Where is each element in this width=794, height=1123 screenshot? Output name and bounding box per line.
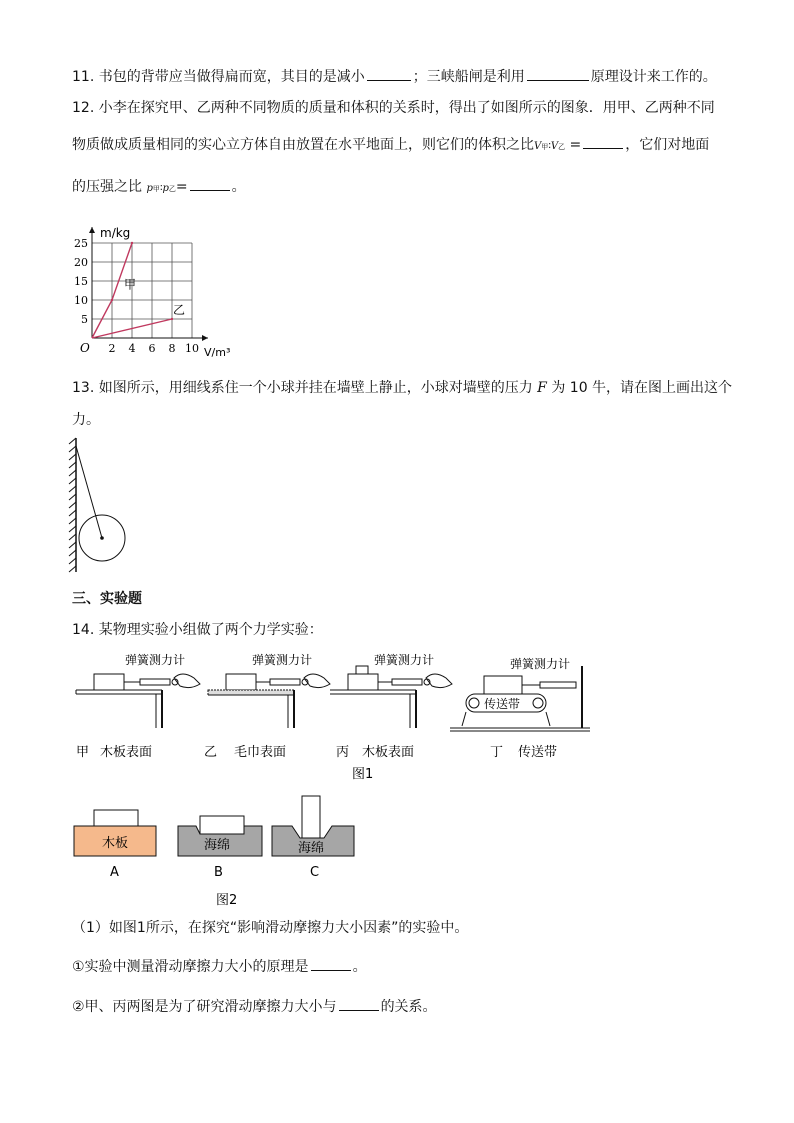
y-axis-label: m/kg: [100, 226, 131, 240]
q12-sub-yi: 乙: [558, 143, 566, 151]
yi-block: [226, 674, 256, 690]
wall-ball-figure[interactable]: [66, 436, 136, 576]
q13-text-1: 如图所示，用细线系住一个小球并挂在墙壁上静止，小球对墙壁的压力: [98, 380, 533, 396]
q14-number: 14.: [72, 622, 95, 638]
q14-sub1: [72, 918, 468, 938]
q12-eq: =: [569, 137, 582, 153]
section-title: 三、实验题: [72, 591, 142, 607]
jia-block: [94, 674, 124, 690]
fig1-bing-bottom-b: 木板表面: [362, 745, 415, 760]
x-tick-label: 4: [128, 342, 136, 355]
q13-line-1: [72, 378, 732, 398]
q11-blank-2[interactable]: [527, 66, 589, 81]
y-tick-label: 10: [74, 294, 88, 307]
q14-sub1-1-end: 。: [352, 959, 367, 975]
fig1-yi-top: 弹簧测力计: [252, 653, 313, 667]
q14-line-1: [72, 620, 323, 640]
q14-sub1-2: [72, 996, 437, 1017]
q14-sub1-1-text: ①实验中测量滑动摩擦力大小的原理是: [72, 959, 309, 975]
q12-blank-2[interactable]: [190, 176, 230, 191]
q14-sub1-1: [72, 956, 367, 977]
q11-blank-1[interactable]: [367, 66, 411, 81]
mass-volume-chart: [70, 214, 250, 364]
origin-label: O: [80, 341, 90, 355]
chart-grid: [92, 243, 192, 338]
fig2-C: [272, 796, 354, 880]
series-point-1: [171, 318, 173, 320]
fig2-A-label: 木板: [102, 836, 129, 851]
q12-text-1: 小李在探究甲、乙两种不同物质的质量和体积的关系时，得出了如图所示的图象．用甲、乙两种不同: [98, 100, 715, 116]
y-tick-label: 20: [74, 256, 88, 269]
fig1-ding-bottom-a: 丁: [490, 745, 504, 760]
q12-blank-1[interactable]: [583, 134, 623, 149]
x-tick-label: 6: [148, 342, 156, 355]
q12-text-4: 的压强之比: [72, 179, 142, 195]
q13-text-2: 为 10 牛，请在图上画出这个: [551, 380, 733, 396]
fig1-caption: 图1: [352, 767, 374, 782]
bing-meter: [392, 679, 422, 685]
x-axis-arrow: [202, 335, 208, 341]
fig1-yi: [204, 652, 330, 760]
x-tick-label: 8: [168, 342, 176, 355]
fig1-ding: [450, 656, 590, 760]
fig1-ding-top: 弹簧测力计: [510, 657, 571, 671]
y-tick-label: 15: [74, 275, 88, 288]
q14-sub1-text: （1）如图1所示，在探究“影响滑动摩擦力大小因素”的实验中。: [72, 920, 469, 936]
fig2-C-letter: C: [310, 865, 320, 880]
q12-eq-2: =: [175, 179, 188, 195]
q12-line-3: [72, 176, 246, 199]
figure-1: [70, 648, 610, 784]
ding-meter: [540, 682, 576, 688]
q14-sub1-2-text: ②甲、丙两图是为了研究滑动摩擦力大小与: [72, 999, 337, 1015]
fig2-B-letter: B: [214, 865, 223, 880]
bing-block: [348, 674, 378, 690]
x-axis-label: V/m³: [204, 346, 231, 359]
fig1-bing-top: 弹簧测力计: [374, 653, 435, 667]
q11-number: 11.: [72, 69, 95, 85]
figure-2: [70, 794, 370, 914]
fig1-yi-bottom-a: 乙: [204, 745, 218, 760]
q11-text-3: 原理设计来工作的。: [590, 69, 717, 85]
q13-text-3: 力。: [72, 412, 100, 428]
q12-number: 12.: [72, 100, 95, 116]
fig1-ding-bottom-b: 传送带: [518, 745, 558, 760]
series-label-jia: 甲: [124, 277, 137, 292]
bing-weight: [356, 666, 368, 674]
q14-blank-1[interactable]: [311, 956, 351, 971]
q11-line: [72, 66, 717, 87]
series-point-0: [131, 242, 133, 244]
yi-meter: [270, 679, 300, 685]
towel-surface: [208, 690, 294, 695]
y-tick-label: 25: [74, 237, 88, 250]
q12-p-sub-yi: 乙: [168, 185, 176, 193]
q12-v-yi: V: [550, 141, 559, 152]
q12-sub-jia: 甲: [541, 143, 549, 151]
ding-belt-label: 传送带: [484, 697, 521, 711]
fig1-jia: [76, 652, 200, 760]
q12-p-yi: p: [162, 183, 169, 194]
q12-v-jia: V: [534, 141, 542, 152]
q12-line-1: [72, 98, 715, 118]
fig2-B: [178, 816, 262, 880]
wall-hatching: [69, 438, 76, 572]
fig2-C-label: 海绵: [298, 841, 325, 856]
fig1-jia-top: 弹簧测力计: [125, 653, 186, 667]
q13-force-symbol: F: [537, 380, 547, 396]
fig2-A: [74, 810, 156, 880]
q12-line-2: [72, 134, 709, 157]
q12-p-jia: p: [146, 183, 153, 194]
y-tick-label: 5: [81, 313, 88, 326]
series-label-yi: 乙: [173, 303, 186, 318]
x-tick-label: 2: [108, 342, 116, 355]
fig2-A-letter: A: [110, 865, 119, 880]
q14-intro: 某物理实验小组做了两个力学实验：: [98, 622, 323, 638]
q14-sub1-2-end: 的关系。: [380, 999, 437, 1015]
q12-p-sub-jia: 甲: [152, 185, 160, 193]
q12-text-2: 物质做成质量相同的实心立方体自由放置在水平地面上，则它们的体积之比: [72, 137, 534, 153]
q11-text-1: 书包的背带应当做得扁而宽，其目的是减小: [98, 69, 365, 85]
ball-center: [100, 536, 104, 540]
ding-block: [484, 676, 522, 694]
fig1-bing-bottom-a: 丙: [336, 745, 350, 760]
q11-text-2: ；三峡船闸是利用: [412, 69, 525, 85]
q12-colon: ∶: [548, 141, 551, 152]
fig1-yi-bottom-b: 毛巾表面: [234, 745, 287, 760]
q12-text-5: 。: [231, 179, 246, 195]
fig2-B-label: 海绵: [204, 838, 231, 853]
q14-blank-2[interactable]: [339, 996, 379, 1011]
y-axis-arrow: [89, 227, 95, 233]
jia-meter: [140, 679, 170, 685]
q12-text-3: ，它们对地面: [625, 137, 710, 153]
fig2-caption: 图2: [216, 893, 238, 908]
series-point-0: [111, 299, 113, 301]
fig1-bing: [330, 652, 452, 760]
fig1-jia-bottom-a: 甲: [76, 745, 90, 760]
fig1-jia-bottom-b: 木板表面: [100, 745, 153, 760]
q12-p-colon: ∶: [159, 183, 163, 194]
q13-line-2: [72, 410, 100, 430]
x-tick-label: 10: [185, 342, 199, 355]
q13-number: 13.: [72, 380, 95, 396]
string-line: [76, 446, 102, 538]
